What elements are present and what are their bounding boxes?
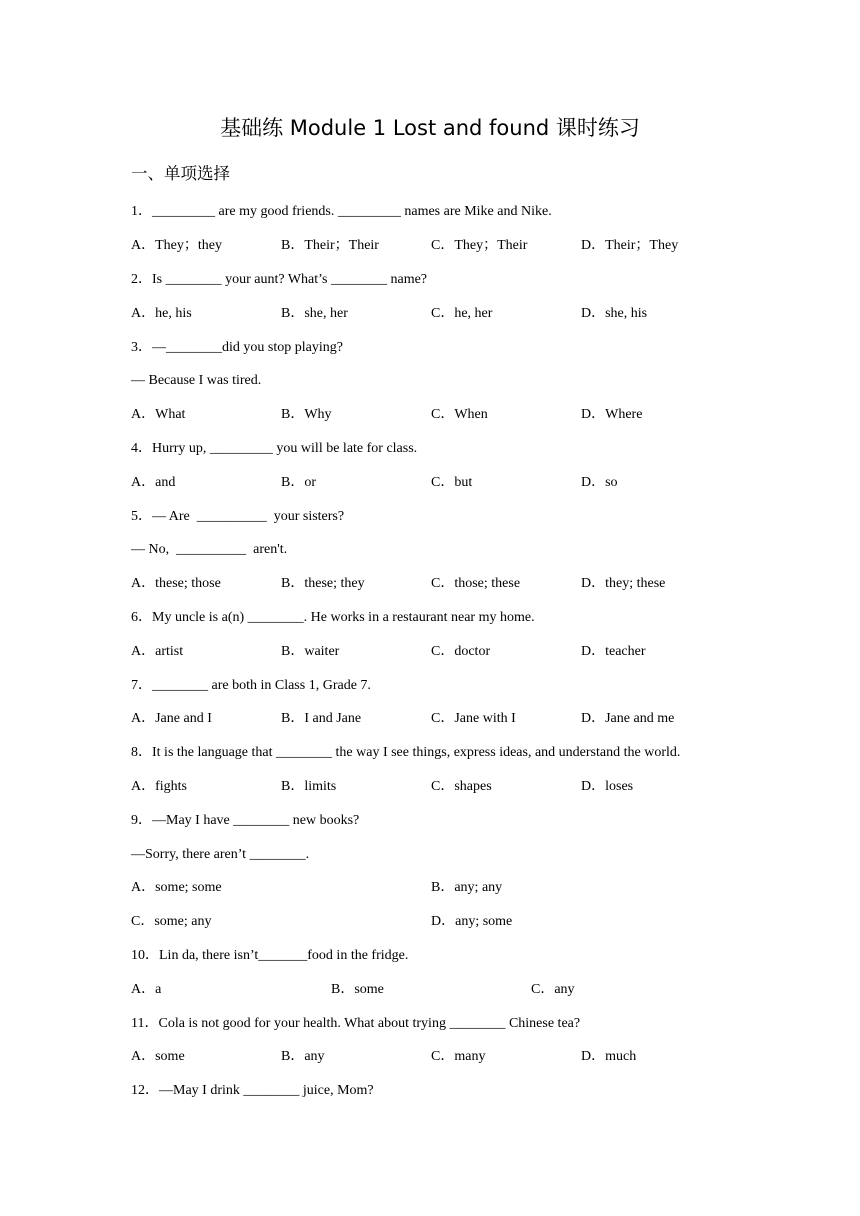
q10-option-a: A．a xyxy=(131,982,162,997)
question-5-stem: 5．— Are __________ your sisters? xyxy=(131,509,345,524)
q2-option-b: B．she, her xyxy=(281,306,348,321)
q8-option-c: C．shapes xyxy=(431,779,492,794)
q7-option-b: B．I and Jane xyxy=(281,711,362,726)
q1-option-d: D．Their；They xyxy=(581,238,679,253)
section-heading: 一、单项选择 xyxy=(131,164,230,183)
document-title: 基础练 Module 1 Lost and found 课时练习 xyxy=(220,116,640,140)
question-9-stem: 9．—May I have ________ new books? xyxy=(131,813,360,828)
q3-option-a: A．What xyxy=(131,407,186,422)
question-4-stem: 4．Hurry up, _________ you will be late for class. xyxy=(131,441,418,456)
q6-option-d: D．teacher xyxy=(581,644,646,659)
q10-option-c: C．any xyxy=(531,982,575,997)
q11-option-a: A．some xyxy=(131,1049,185,1064)
q4-option-b: B．or xyxy=(281,475,316,490)
q6-option-b: B．waiter xyxy=(281,644,340,659)
q5-option-b: B．these; they xyxy=(281,576,365,591)
question-12-stem: 12．—May I drink ________ juice, Mom? xyxy=(131,1083,374,1098)
question-6-stem: 6．My uncle is a(n) ________. He works in a restaurant near my home. xyxy=(131,610,535,625)
q9-option-d: D．any; some xyxy=(431,914,513,929)
question-3-reply: — Because I was tired. xyxy=(131,373,262,388)
q1-option-a: A．They；they xyxy=(131,238,222,253)
question-5-reply: — No, __________ aren't. xyxy=(131,542,288,557)
q2-option-c: C．he, her xyxy=(431,306,493,321)
q3-option-d: D．Where xyxy=(581,407,643,422)
q3-option-c: C．When xyxy=(431,407,488,422)
q11-option-b: B．any xyxy=(281,1049,325,1064)
q4-option-c: C．but xyxy=(431,475,473,490)
q2-option-d: D．she, his xyxy=(581,306,648,321)
q5-option-c: C．those; these xyxy=(431,576,521,591)
question-1-stem: 1．_________ are my good friends. _________ names are Mike and Nike. xyxy=(131,204,552,219)
question-9-reply: —Sorry, there aren’t ________. xyxy=(131,847,310,862)
q9-option-c: C．some; any xyxy=(131,914,212,929)
q9-option-b: B．any; any xyxy=(431,880,503,895)
q10-option-b: B．some xyxy=(331,982,384,997)
q8-option-a: A．fights xyxy=(131,779,187,794)
q5-option-d: D．they; these xyxy=(581,576,666,591)
q3-option-b: B．Why xyxy=(281,407,332,422)
q8-option-b: B．limits xyxy=(281,779,337,794)
q6-option-a: A．artist xyxy=(131,644,184,659)
question-3-stem: 3．—________did you stop playing? xyxy=(131,340,343,355)
q5-option-a: A．these; those xyxy=(131,576,221,591)
q2-option-a: A．he, his xyxy=(131,306,192,321)
q6-option-c: C．doctor xyxy=(431,644,491,659)
q4-option-a: A．and xyxy=(131,475,176,490)
q11-option-d: D．much xyxy=(581,1049,637,1064)
q8-option-d: D．loses xyxy=(581,779,634,794)
q7-option-a: A．Jane and I xyxy=(131,711,212,726)
q1-option-b: B．Their；Their xyxy=(281,238,379,253)
q4-option-d: D．so xyxy=(581,475,618,490)
q7-option-c: C．Jane with I xyxy=(431,711,516,726)
q1-option-c: C．They；Their xyxy=(431,238,528,253)
question-7-stem: 7．________ are both in Class 1, Grade 7. xyxy=(131,678,371,693)
q7-option-d: D．Jane and me xyxy=(581,711,675,726)
q9-option-a: A．some; some xyxy=(131,880,222,895)
q11-option-c: C．many xyxy=(431,1049,486,1064)
question-10-stem: 10．Lin da, there isn’t_______food in the fridge. xyxy=(131,948,409,963)
question-11-stem: 11．Cola is not good for your health. What about trying ________ Chinese tea? xyxy=(131,1016,581,1031)
question-8-stem: 8．It is the language that ________ the way I see things, express ideas, and understand the world. xyxy=(131,745,681,760)
question-2-stem: 2．Is ________ your aunt? What’s ________ name? xyxy=(131,272,428,287)
